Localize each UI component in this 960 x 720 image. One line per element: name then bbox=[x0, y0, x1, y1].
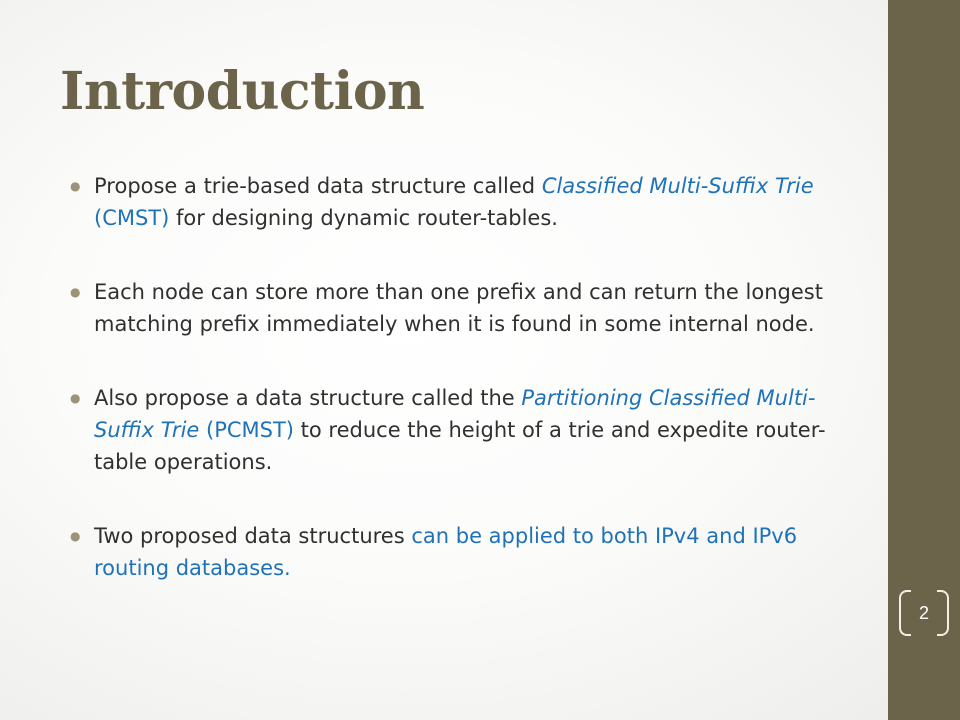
bullet-dot-icon: ● bbox=[70, 529, 81, 543]
bullet-dot-icon: ● bbox=[70, 285, 81, 299]
bullet-highlight: Partitioning Classified Multi-Suffix Trie bbox=[94, 386, 816, 442]
slide-title: Introduction bbox=[60, 61, 425, 122]
bullet-dot-icon: ● bbox=[70, 391, 81, 405]
bullet-item bbox=[70, 520, 840, 584]
bullet-text: Also propose a data structure called the bbox=[94, 386, 522, 410]
bullet-highlight: can be applied to both IPv4 and IPv6 routing databases. bbox=[94, 524, 798, 580]
bullet-highlight: (CMST) bbox=[94, 206, 170, 230]
bullet-list bbox=[70, 170, 840, 584]
bullet-text: Two proposed data structures bbox=[94, 524, 412, 548]
bullet-highlight: Classified Multi-Suffix Trie bbox=[541, 174, 814, 198]
bullet-highlight: (PCMST) bbox=[199, 418, 294, 442]
page-number: 2 bbox=[918, 602, 929, 623]
bullet-text: Each node can store more than one prefix and can return the longest matching prefix immediately when it is found in some internal node. bbox=[94, 280, 823, 336]
bullet-dot-icon: ● bbox=[70, 179, 81, 193]
bullet-item bbox=[70, 276, 840, 340]
bullet-item bbox=[70, 382, 840, 478]
bullet-text: to reduce the height of a trie and expedite router-table operations. bbox=[94, 418, 826, 474]
bullet-text: Propose a trie-based data structure called bbox=[94, 174, 542, 198]
bullet-text: for designing dynamic router-tables. bbox=[169, 206, 558, 230]
page-number-box bbox=[899, 590, 949, 636]
right-bracket-icon bbox=[937, 590, 949, 636]
left-bracket-icon bbox=[899, 590, 911, 636]
bullet-item bbox=[70, 170, 840, 234]
